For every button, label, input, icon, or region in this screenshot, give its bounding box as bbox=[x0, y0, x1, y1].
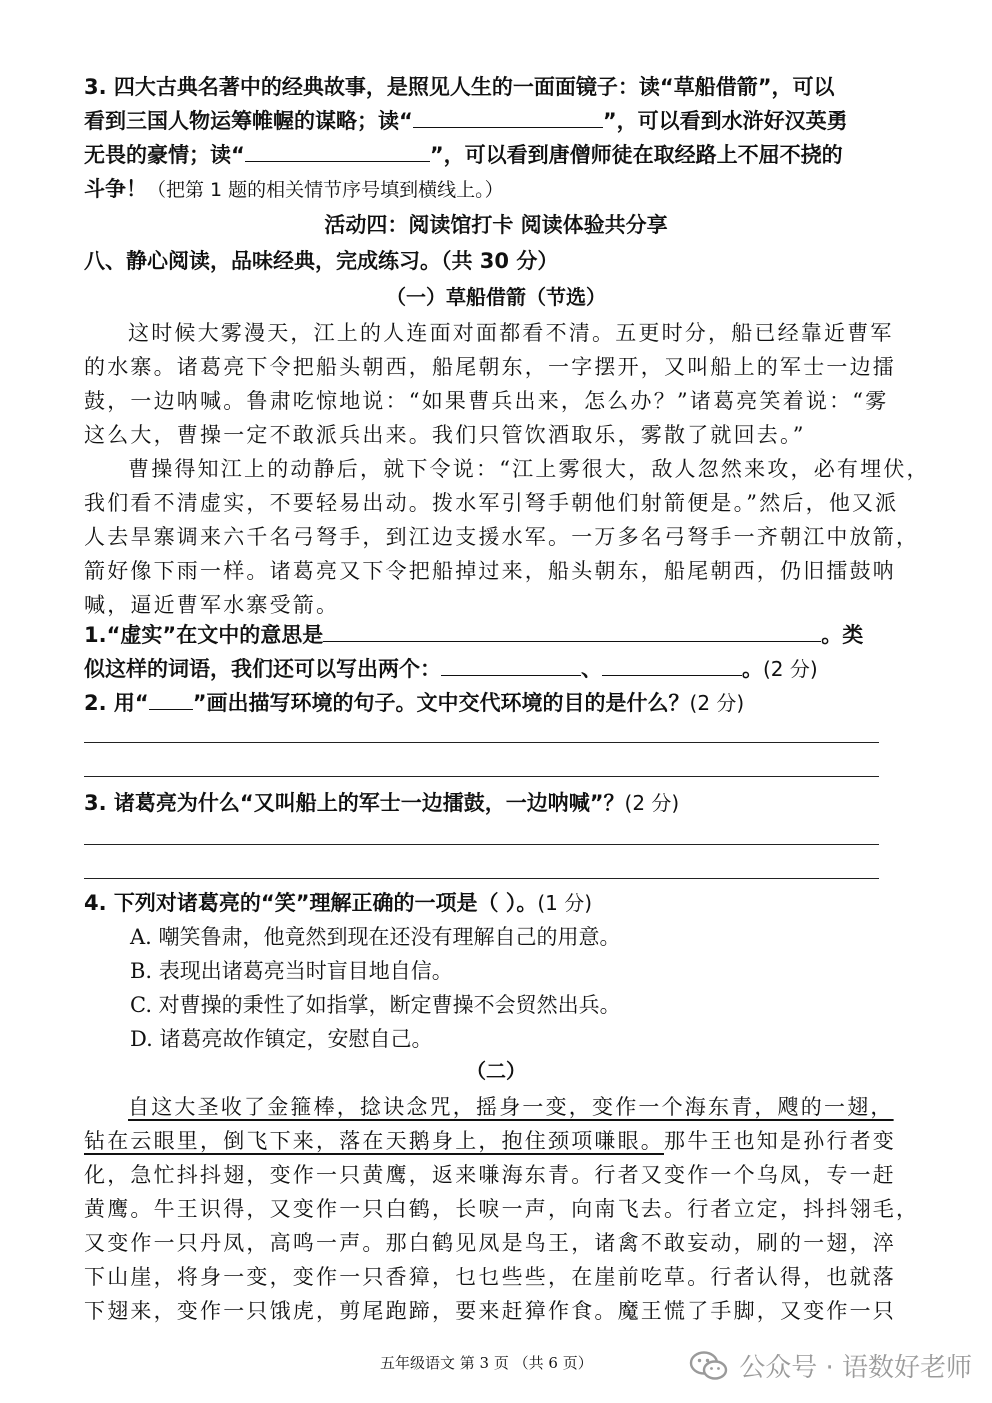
answer-blank[interactable] bbox=[602, 653, 742, 676]
passage-line: 这时候大雾漫天，江上的人连面对面都看不清。五更时分，船已经靠近曹军 bbox=[128, 321, 894, 345]
question-4-text: 4. 下列对诸葛亮的“笑”理解正确的一项是（ ）。 bbox=[84, 891, 538, 915]
watermark-text: 公众号 · 语数好老师 bbox=[739, 1353, 972, 1383]
underline-mark bbox=[149, 687, 193, 710]
question-1-end: 。 bbox=[742, 657, 763, 681]
question-3-text: 3. 诸葛亮为什么“又叫船上的军士一边擂鼓，一边呐喊”？ bbox=[84, 791, 625, 815]
wechat-icon bbox=[689, 1350, 729, 1382]
passage-line: 又变作一只丹凤，高鸣一声。那白鹤见凤是鸟王，诸禽不敢妄动，刷的一翅，淬 bbox=[84, 1231, 896, 1255]
question-3 bbox=[84, 786, 904, 820]
passage-line: 我们看不清虚实，不要轻易出动。拨水军引弩手朝他们射箭便是。”然后，他又派 bbox=[84, 491, 899, 515]
watermark bbox=[689, 1347, 972, 1384]
answer-blank[interactable] bbox=[413, 105, 603, 128]
answer-line[interactable] bbox=[84, 878, 879, 879]
passage1-title: （一）草船借箭（节选） bbox=[386, 285, 606, 309]
page-number: 五年级语文 第 3 页 （共 6 页） bbox=[380, 1354, 593, 1372]
passage-line: 鼓，一边呐喊。鲁肃吃惊地说：“如果曹兵出来，怎么办？”诸葛亮笑着说：“雾 bbox=[84, 389, 889, 413]
passage-line: 下山崖，将身一变，变作一只香獐，乜乜些些，在崖前吃草。行者认得，也就落 bbox=[84, 1265, 896, 1289]
score: (2 分) bbox=[624, 791, 680, 815]
option-d[interactable]: D. 诸葛亮故作镇定，安慰自己。 bbox=[130, 1027, 433, 1051]
q3-hint: （把第 1 题的相关情节序号填到横线上。） bbox=[147, 179, 504, 201]
q3-line3-text-b: ”，可以看到唐僧师徒在取经路上不屈不挠的 bbox=[429, 143, 843, 167]
passage-line: 的水寨。诸葛亮下令把船头朝西，船尾朝东，一字摆开，又叫船上的军士一边擂 bbox=[84, 355, 896, 379]
question-1 bbox=[84, 618, 904, 652]
passage2-title: （二） bbox=[466, 1059, 526, 1083]
q3-line3-text: 无畏的豪情；读“ bbox=[84, 143, 245, 167]
passage-text: 那牛王也知是孙行者变 bbox=[664, 1129, 896, 1153]
q3-line1: 3. 四大古典名著中的经典故事，是照见人生的一面面镜子：读“草船借箭”，可以 bbox=[84, 75, 835, 99]
q3-line4-text: 斗争！ bbox=[84, 177, 147, 201]
q3-line2-text: 看到三国人物运筹帷幄的谋略；读“ bbox=[84, 109, 413, 133]
underlined-sentence: 自这大圣收了金箍棒，捻诀念咒，摇身一变，变作一个海东青，飕的一翅， bbox=[128, 1095, 894, 1119]
score: (1 分) bbox=[537, 891, 593, 915]
question-2-text-b: ”画出描写环境的句子。文中交代环境的目的是什么？ bbox=[192, 691, 690, 715]
section-heading: 八、静心阅读，品味经典，完成练习。（共 30 分） bbox=[84, 249, 559, 273]
question-1-cont bbox=[84, 652, 904, 686]
underlined-sentence: 钻在云眼里，倒飞下来，落在天鹅身上，抱住颈项嗛眼。 bbox=[84, 1129, 664, 1153]
passage-line: 喊，逼近曹军水寨受箭。 bbox=[84, 593, 340, 617]
question-1-text-c: 似这样的词语，我们还可以写出两个： bbox=[84, 657, 441, 681]
question-2 bbox=[84, 686, 904, 720]
q3-line2-text-b: ”，可以看到水浒好汉英勇 bbox=[602, 109, 848, 133]
answer-line[interactable] bbox=[84, 742, 879, 743]
passage-line bbox=[84, 1090, 904, 1124]
activity-title: 活动四：阅读馆打卡 阅读体验共分享 bbox=[324, 213, 668, 237]
q3-line3 bbox=[84, 138, 904, 172]
question-1-text-b: 。类 bbox=[821, 623, 864, 647]
option-b[interactable]: B. 表现出诸葛亮当时盲目地自信。 bbox=[130, 959, 453, 983]
score: (2 分) bbox=[689, 691, 745, 715]
answer-line[interactable] bbox=[84, 844, 879, 845]
page-footer bbox=[0, 1344, 992, 1384]
answer-line[interactable] bbox=[84, 776, 879, 777]
answer-blank[interactable] bbox=[245, 139, 430, 162]
question-2-text: 2. 用“ bbox=[84, 691, 149, 715]
q3-line2 bbox=[84, 104, 904, 138]
q3-line4 bbox=[84, 172, 904, 207]
separator: 、 bbox=[581, 657, 602, 681]
option-c[interactable]: C. 对曹操的秉性了如指掌，断定曹操不会贸然出兵。 bbox=[130, 993, 621, 1017]
passage-line: 箭好像下雨一样。诸葛亮又下令把船掉过来，船头朝东，船尾朝西，仍旧擂鼓呐 bbox=[84, 559, 896, 583]
passage-line: 人去旱寨调来六千名弓弩手，到江边支援水军。一万多名弓弩手一齐朝江中放箭， bbox=[84, 525, 920, 549]
passage-line: 这么大，曹操一定不敢派兵出来。我们只管饮酒取乐，雾散了就回去。” bbox=[84, 423, 806, 447]
answer-blank[interactable] bbox=[441, 653, 581, 676]
passage-line bbox=[84, 1124, 904, 1158]
question-1-text: 1.“虚实”在文中的意思是 bbox=[84, 623, 324, 647]
passage-line: 曹操得知江上的动静后，就下令说：“江上雾很大，敌人忽然来攻，必有埋伏， bbox=[128, 457, 930, 481]
passage-line: 黄鹰。牛王识得，又变作一只白鹤，长唳一声，向南飞去。行者立定，抖抖翎毛， bbox=[84, 1197, 920, 1221]
passage-line: 化，急忙抖抖翅，变作一只黄鹰，返来嗛海东青。行者又变作一个乌凤，专一赶 bbox=[84, 1163, 896, 1187]
option-a[interactable]: A. 嘲笑鲁肃，他竟然到现在还没有理解自己的用意。 bbox=[130, 925, 621, 949]
answer-blank[interactable] bbox=[323, 619, 821, 642]
question-4 bbox=[84, 886, 904, 920]
passage-line: 下翅来，变作一只饿虎，剪尾跑蹄，要来赶獐作食。魔王慌了手脚，又变作一只 bbox=[84, 1299, 896, 1323]
score: (2 分) bbox=[763, 657, 818, 681]
